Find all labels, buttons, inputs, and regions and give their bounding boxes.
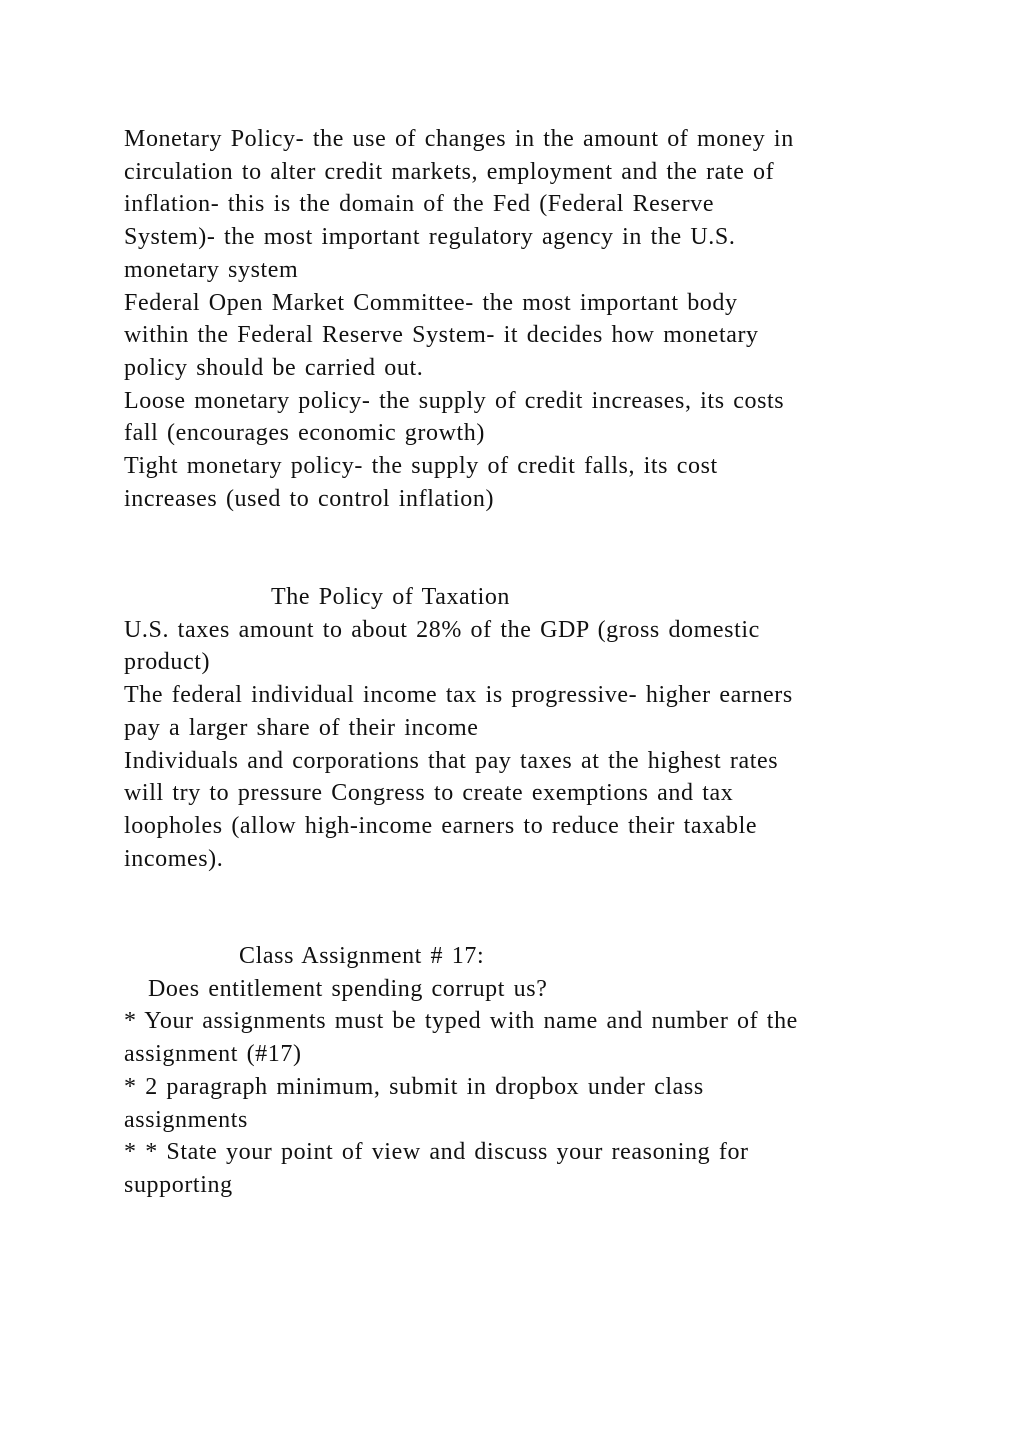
text-line: Monetary Policy- the use of changes in the amount of money in — [124, 126, 794, 152]
text-line: product) — [124, 649, 211, 676]
text-line: Loose monetary policy- the supply of credit increases, its costs — [124, 387, 785, 414]
monetary-policy-section — [124, 123, 914, 515]
section-heading: Class Assignment # 17: — [239, 943, 485, 969]
text-line: Federal Open Market Committee- the most important body — [124, 289, 738, 316]
text-line: will try to pressure Congress to create exemptions and tax — [124, 780, 734, 807]
text-line: fall (encourages economic growth) — [124, 420, 485, 447]
text-line: monetary system — [124, 256, 299, 283]
text-line: Tight monetary policy- the supply of credit falls, its cost — [124, 453, 718, 480]
text-line: * 2 paragraph minimum, submit in dropbox under class — [124, 1073, 704, 1100]
taxation-section — [124, 581, 914, 875]
text-line: assignment (#17) — [124, 1041, 302, 1068]
text-line: * * State your point of view and discuss your reasoning for — [124, 1139, 749, 1166]
text-line: System)- the most important regulatory agency in the U.S. — [124, 224, 736, 251]
text-line: loopholes (allow high-income earners to reduce their taxable — [124, 812, 758, 839]
class-assignment-section — [124, 940, 914, 1202]
text-line: within the Federal Reserve System- it decides how monetary — [124, 322, 759, 349]
text-line: Individuals and corporations that pay taxes at the highest rates — [124, 747, 779, 774]
text-line: * Your assignments must be typed with name and number of the — [124, 1008, 798, 1035]
text-line: The federal individual income tax is progressive- higher earners — [124, 682, 793, 709]
text-line: supporting — [124, 1171, 233, 1198]
section-heading: The Policy of Taxation — [271, 584, 511, 610]
text-line: circulation to alter credit markets, employment and the rate of — [124, 158, 775, 185]
text-line: incomes). — [124, 845, 224, 872]
text-line: U.S. taxes amount to about 28% of the GDP (gross domestic — [124, 616, 760, 643]
text-line: pay a larger share of their income — [124, 714, 479, 741]
text-line: increases (used to control inflation) — [124, 485, 495, 512]
assignment-question: Does entitlement spending corrupt us? — [148, 975, 548, 1002]
text-line: assignments — [124, 1106, 248, 1133]
text-line: inflation- this is the domain of the Fed (Federal Reserve — [124, 191, 715, 218]
text-line: policy should be carried out. — [124, 354, 424, 381]
